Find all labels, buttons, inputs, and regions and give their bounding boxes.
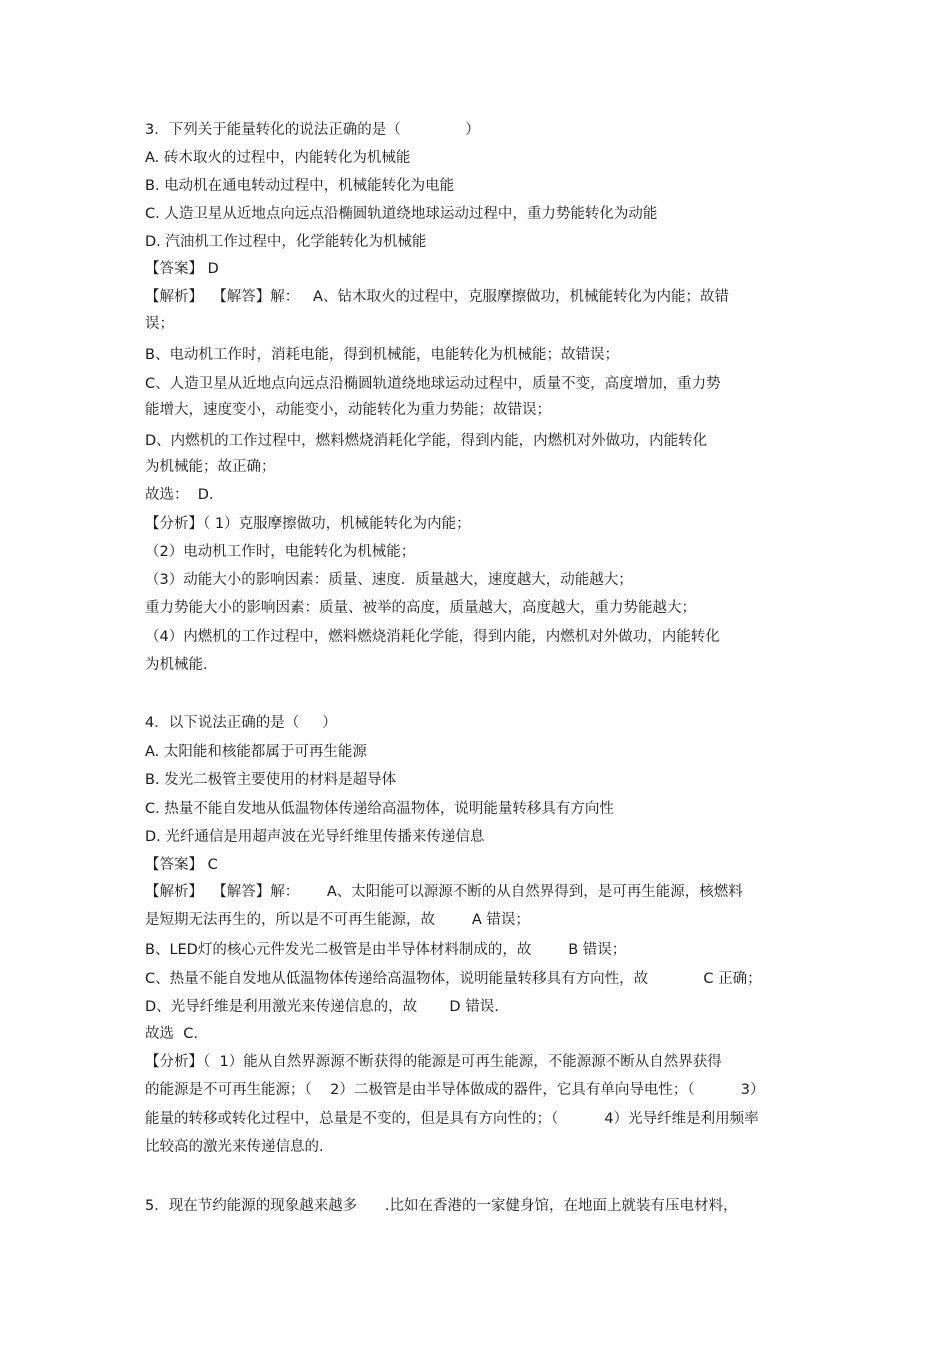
question-3-explanation-line: B、电动机工作时，消耗电能，得到机械能，电能转化为机械能；故错误；: [145, 347, 619, 363]
question-3-explanation-line: 为机械能；故正确；: [145, 459, 276, 475]
question-4-explanation-line: 【解析】 【解答】解： A、太阳能可以源源不断的从自然界得到，是可再生能源，核燃料: [145, 884, 743, 900]
question-3-option-a: A. 砖木取火的过程中，内能转化为机械能: [145, 150, 411, 166]
question-3-option-c: C. 人造卫星从近地点向远点沿椭圆轨道绕地球运动过程中，重力势能转化为动能: [145, 206, 658, 222]
question-3-analysis-line: 为机械能.: [145, 657, 208, 673]
question-4-explanation-line: B、LED灯的核心元件发光二极管是由半导体材料制成的，故 B 错误；: [145, 942, 627, 958]
question-4-answer: 【答案】 C: [145, 857, 218, 873]
question-4-explanation-line: D、光导纤维是利用激光来传递信息的，故 D 错误.: [145, 999, 499, 1015]
question-3-analysis-line: （3）动能大小的影响因素：质量、速度．质量越大，速度越大，动能越大；: [145, 572, 633, 588]
question-4-option-a: A. 太阳能和核能都属于可再生能源: [145, 744, 367, 760]
question-3-analysis-line: 【分析】（ 1）克服摩擦做功，机械能转化为内能；: [145, 516, 471, 532]
question-3-answer: 【答案】 D: [145, 261, 219, 277]
question-3-explanation-line: 能增大，速度变小，动能变小，动能转化为重力势能；故错误；: [145, 402, 551, 418]
question-4-explanation-line: 是短期无法再生的，所以是不可再生能源，故 A 错误；: [145, 912, 530, 928]
question-4-option-d: D. 光纤通信是用超声波在光导纤维里传播来传递信息: [145, 829, 485, 845]
question-3-option-d: D. 汽油机工作过程中，化学能转化为机械能: [145, 234, 427, 250]
question-4-stem: 4．以下说法正确的是（ ）: [145, 715, 337, 731]
question-4-option-b: B. 发光二极管主要使用的材料是超导体: [145, 772, 397, 788]
question-4-explanation-line: 故选 C.: [145, 1026, 198, 1042]
question-3-analysis-line: 重力势能大小的影响因素：质量、被举的高度，质量越大，高度越大，重力势能越大；: [145, 600, 696, 616]
question-3-analysis-line: （4）内燃机的工作过程中，燃料燃烧消耗化学能，得到内能，内燃机对外做功，内能转化: [145, 629, 720, 645]
question-4-analysis-line: 能量的转移或转化过程中，总量是不变的，但是具有方向性的；（ 4）光导纤维是利用频率: [145, 1111, 759, 1127]
question-4-analysis-line: 的能源是不可再生能源；（ 2）二极管是由半导体做成的器件，它具有单向导电性；（ 3）: [145, 1082, 765, 1098]
question-3-explanation-line: C、人造卫星从近地点向远点沿椭圆轨道绕地球运动过程中，质量不变，高度增加，重力势: [145, 376, 721, 392]
question-5-stem: 5．现在节约能源的现象越来越多 .比如在香港的一家健身馆，在地面上就装有压电材料，: [145, 1198, 738, 1214]
question-4-option-c: C. 热量不能自发地从低温物体传递给高温物体，说明能量转移具有方向性: [145, 801, 614, 817]
question-4-analysis-line: 【分析】（ 1）能从自然界源源不断获得的能源是可再生能源，不能源源不断从自然界获得: [145, 1054, 722, 1070]
question-4-analysis-line: 比较高的激光来传递信息的.: [145, 1139, 324, 1155]
question-3-explanation-line: 【解析】 【解答】解： A、钻木取火的过程中，克服摩擦做功，机械能转化为内能；故错: [145, 289, 729, 305]
question-3-explanation-line: D、内燃机的工作过程中，燃料燃烧消耗化学能，得到内能，内燃机对外做功，内能转化: [145, 433, 708, 449]
question-3-analysis-line: （2）电动机工作时，电能转化为机械能；: [145, 544, 416, 560]
question-3-explanation-line: 故选： D.: [145, 487, 214, 503]
question-3-option-b: B. 电动机在通电转动过程中，机械能转化为电能: [145, 178, 455, 194]
question-4-explanation-line: C、热量不能自发地从低温物体传递给高温物体，说明能量转移具有方向性，故 C 正确；: [145, 971, 762, 987]
question-3-explanation-line: 误；: [145, 316, 174, 332]
question-3-stem: 3．下列关于能量转化的说法正确的是（ ）: [145, 122, 480, 138]
